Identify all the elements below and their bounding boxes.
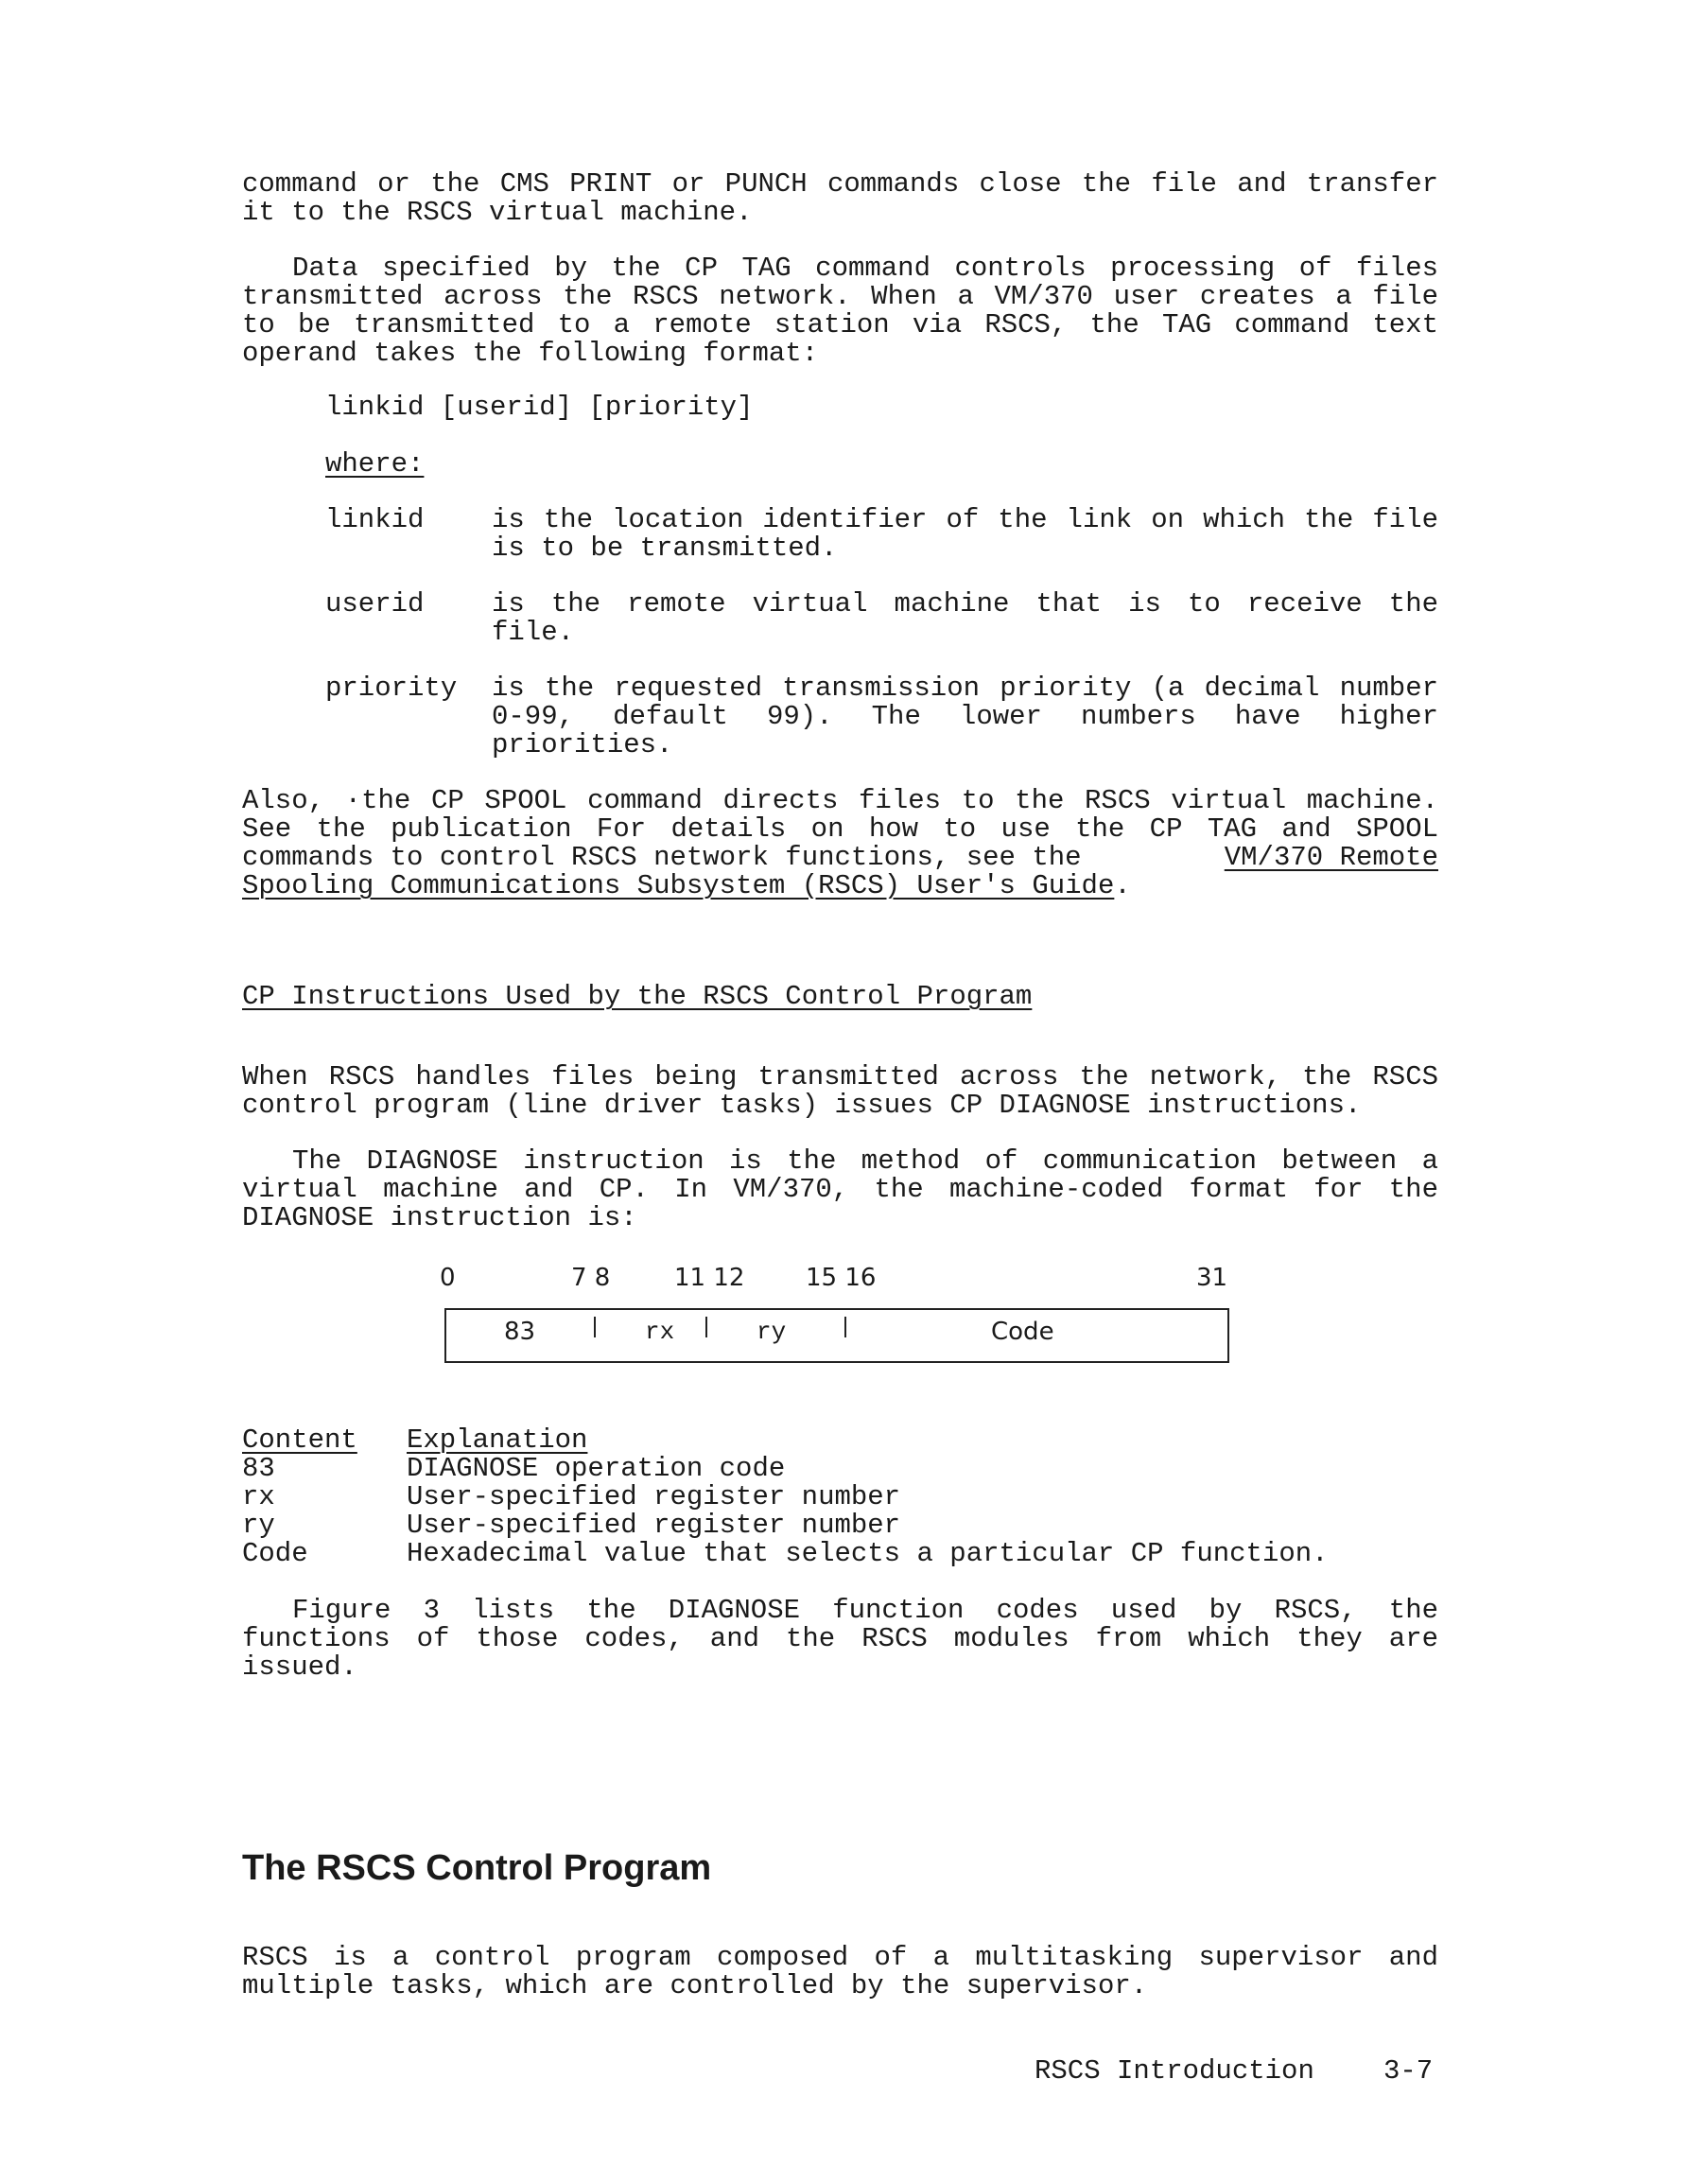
table-cell-content: Code (242, 1538, 308, 1569)
field-separator (594, 1317, 596, 1337)
field-ry: ry (757, 1318, 787, 1346)
table-cell-content: ry (242, 1510, 275, 1541)
text-line: Also, ·the CP SPOOL command directs files to the RSCS virtual machine. (242, 785, 1438, 816)
text-line: control program (line driver tasks) issues CP DIAGNOSE instructions. (242, 1090, 1362, 1121)
cp-paragraph-2 (242, 1147, 1438, 1232)
bit-label: 11 12 (674, 1264, 745, 1292)
field-code: Code (991, 1318, 1054, 1346)
text-line: RSCS is a control program composed of a multitasking supervisor and (242, 1942, 1438, 1973)
bit-label: 15 16 (806, 1264, 877, 1292)
operand-term: linkid (325, 504, 425, 535)
section-heading-rscs: The RSCS Control Program (242, 1848, 712, 1888)
bit-label: 7 8 (571, 1264, 611, 1292)
text-line: issued. (242, 1651, 357, 1683)
spool-paragraph (242, 787, 1438, 900)
tag-paragraph (242, 254, 1438, 368)
cp-paragraph-1 (242, 1063, 1438, 1120)
operand-term: priority (325, 673, 458, 704)
text-line: to be transmitted to a remote station via RSCS, the TAG command text (242, 309, 1438, 341)
format-box (444, 1308, 1229, 1363)
bit-label: 31 (1196, 1264, 1228, 1292)
text-fragment: commands to control RSCS network functions, see the (242, 842, 1082, 873)
text-line (242, 844, 1438, 872)
table-header-explanation: Explanation (407, 1424, 588, 1456)
footer-title: RSCS Introduction (1035, 2055, 1314, 2087)
section-heading-cp: CP Instructions Used by the RSCS Control Program (242, 981, 1033, 1012)
text-line: functions of those codes, and the RSCS modules from which they are (242, 1623, 1438, 1654)
bit-label: 0 (440, 1264, 456, 1292)
text-line: multiple tasks, which are controlled by the supervisor. (242, 1970, 1148, 2001)
operand-desc-line: is to be transmitted. (492, 533, 838, 564)
table-cell-explanation: Hexadecimal value that selects a particular CP function. (407, 1538, 1329, 1569)
table-header-content: Content (242, 1424, 357, 1456)
text-fragment: . (1114, 870, 1131, 901)
field-separator (844, 1317, 846, 1337)
rscs-paragraph (242, 1944, 1438, 2001)
text-line: operand takes the following format: (242, 338, 819, 369)
field-rx: rx (645, 1318, 675, 1346)
text-line: The DIAGNOSE instruction is the method of communication between a (292, 1145, 1438, 1177)
intro-paragraph (242, 170, 1438, 227)
text-line: Data specified by the CP TAG command controls processing of files (292, 253, 1438, 284)
field-opcode: 83 (504, 1318, 536, 1346)
figure-paragraph (242, 1597, 1438, 1682)
where-label: where: (325, 448, 425, 480)
table-cell-content: rx (242, 1481, 275, 1512)
table-cell-explanation: User-specified register number (407, 1481, 901, 1512)
text-line: Figure 3 lists the DIAGNOSE function codes used by RSCS, the (292, 1595, 1438, 1626)
text-line: DIAGNOSE instruction is: (242, 1202, 637, 1233)
operand-desc-line: is the requested transmission priority (a decimal number (492, 673, 1438, 704)
operand-term: userid (325, 588, 425, 620)
diagnose-format-diagram (438, 1258, 1242, 1372)
operand-desc-line: is the location identifier of the link on which the file (492, 504, 1438, 535)
table-cell-explanation: User-specified register number (407, 1510, 901, 1541)
book-title-part1: VM/370 Remote (1224, 842, 1438, 873)
operand-desc-line: priorities. (492, 729, 673, 760)
tag-format-line: linkid [userid] [priority] (325, 392, 754, 423)
table-cell-explanation: DIAGNOSE operation code (407, 1453, 786, 1484)
operand-desc-line: file. (492, 617, 575, 648)
text-line: See the publication For details on how to use the CP TAG and SPOOL (242, 813, 1438, 845)
field-separator (705, 1317, 707, 1337)
text-line (242, 872, 1438, 900)
operand-desc-line: 0-99, default 99). The lower numbers have higher (492, 701, 1438, 732)
table-cell-content: 83 (242, 1453, 275, 1484)
text-line: transmitted across the RSCS network. When a VM/370 user creates a file (242, 281, 1438, 312)
text-line: virtual machine and CP. In VM/370, the machine-coded format for the (242, 1174, 1438, 1205)
text-line: When RSCS handles files being transmitted across the network, the RSCS (242, 1061, 1438, 1092)
text-line: it to the RSCS virtual machine. (242, 197, 753, 228)
book-title-part2: Spooling Communications Subsystem (RSCS) User's Guide (242, 870, 1115, 901)
text-line: command or the CMS PRINT or PUNCH commands close the file and transfer (242, 168, 1438, 200)
page-number: 3-7 (1383, 2055, 1434, 2087)
operand-desc-line: is the remote virtual machine that is to receive the (492, 588, 1438, 620)
